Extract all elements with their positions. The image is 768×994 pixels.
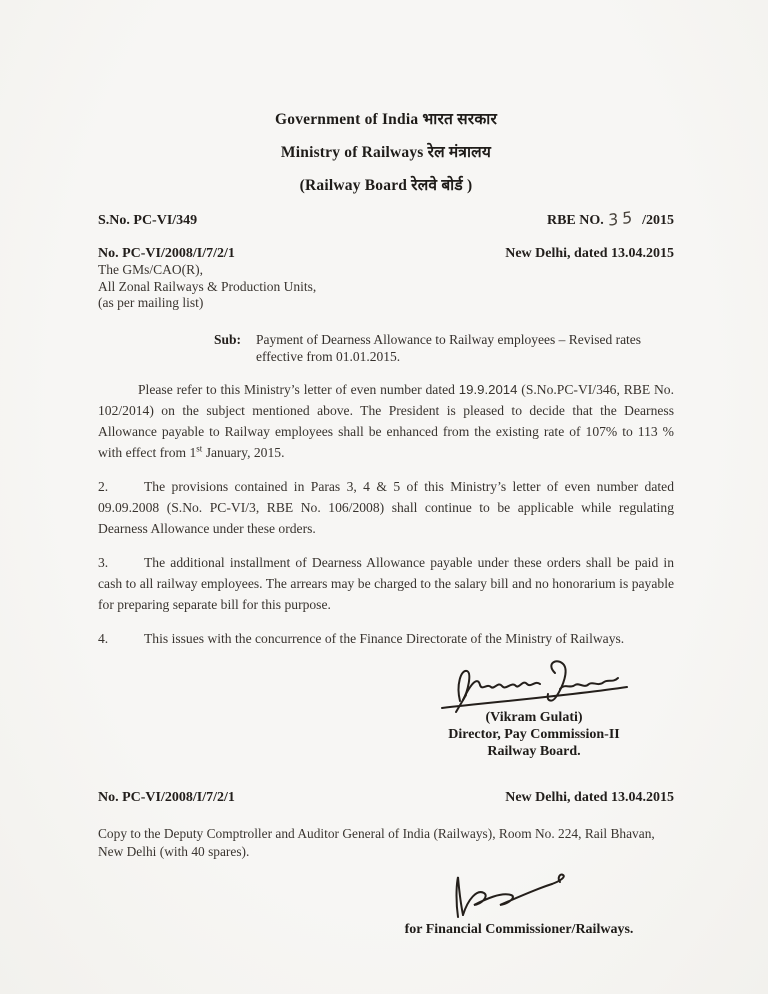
rbe-number-group xyxy=(547,209,674,229)
reference-row xyxy=(98,209,674,229)
addressee-line: (as per mailing list) xyxy=(98,295,204,310)
rbe-label: RBE NO. xyxy=(546,213,604,228)
subject-block xyxy=(214,331,664,366)
copy-to-paragraph: Copy to the Deputy Comptroller and Auditor General of India (Railways), Room No. 224, Rail Bhavan, New Delhi (with 40 spares). xyxy=(98,825,655,859)
rbe-year: /2015 xyxy=(642,213,674,228)
serial-number: S.No. PC-VI/349 xyxy=(98,213,198,228)
paragraph-3-number: 3. xyxy=(98,554,109,570)
addressee-line: The GMs/CAO(R), xyxy=(98,262,203,277)
signatory-name: (Vikram Gulati) xyxy=(485,709,583,725)
signature-block xyxy=(394,655,674,760)
paragraph-4-number: 4. xyxy=(98,630,109,646)
paragraph-2-number: 2. xyxy=(98,478,109,494)
letter-number-row xyxy=(98,246,674,262)
ordinal-superscript: st xyxy=(196,442,203,453)
addressee-line: All Zonal Railways & Production Units, xyxy=(98,278,317,294)
paragraph-1-text: Please refer to this Ministry’s letter of even number dated xyxy=(138,381,459,397)
letterhead xyxy=(98,0,674,195)
signature-scrawl-icon xyxy=(444,871,594,923)
signatory-designation: Director, Pay Commission-II xyxy=(448,726,620,742)
subject-label: Sub: xyxy=(214,331,242,347)
letterhead-line-ministry: Ministry of Railways रेल मंत्रालय xyxy=(280,144,492,161)
signatory-organization: Railway Board. xyxy=(487,743,581,759)
footer-reference-row xyxy=(98,790,674,806)
letter-number: No. PC-VI/2008/I/7/2/1 xyxy=(98,246,235,261)
paragraph-1 xyxy=(98,379,674,463)
paragraph-1-text: (S.No.PC-VI/346, RBE No. 102/2014) on the subject mentioned above. The President is pleased to decide that the Dearness Allowance payable to Railway employees shall be enhanced from the existing rate of 107% to 113 % with effect from 1 xyxy=(98,381,674,460)
paragraph-4-text: This issues with the concurrence of the Finance Directorate of the Ministry of Railways. xyxy=(144,630,625,646)
paragraph-2 xyxy=(98,476,674,539)
paragraph-3 xyxy=(98,552,674,615)
letterhead-line-government: Government of India भारत सरकार xyxy=(274,111,497,128)
paragraph-4 xyxy=(98,628,674,649)
footer-place-and-date: New Delhi, dated 13.04.2015 xyxy=(505,789,674,805)
footer-signatory: for Financial Commissioner/Railways. xyxy=(404,921,634,937)
rbe-number-handwritten: 35 xyxy=(607,207,637,230)
paragraph-1-date: 19.9.2014 xyxy=(458,381,518,397)
subject-text: Payment of Dearness Allowance to Railway employees – Revised rates effective from 01.01.2015. xyxy=(256,331,642,364)
paragraph-1-text: January, 2015. xyxy=(202,444,285,460)
letterhead-line-board: (Railway Board रेलवे बोर्ड ) xyxy=(299,177,473,194)
footer-signature-block xyxy=(374,871,664,938)
place-and-date: New Delhi, dated 13.04.2015 xyxy=(505,246,674,261)
letter-content xyxy=(98,0,674,938)
footer-letter-number: No. PC-VI/2008/I/7/2/1 xyxy=(98,789,235,805)
paragraph-2-text: The provisions contained in Paras 3, 4 & 5 of this Ministry’s letter of even number dated 09.09.2008 (S.No. PC-VI/3, RBE No. 106/2008) shall continue to be applicable while regulating Dearness Allowance under these orders. xyxy=(98,478,674,536)
addressee-block xyxy=(98,262,674,312)
paragraph-3-text: The additional installment of Dearness Allowance payable under these orders shall be paid in cash to all railway employees. The arrears may be charged to the salary bill and no honorarium is payable for preparing separate bill for this purpose. xyxy=(98,554,674,612)
signature-vikram-gulati-icon xyxy=(434,655,634,717)
